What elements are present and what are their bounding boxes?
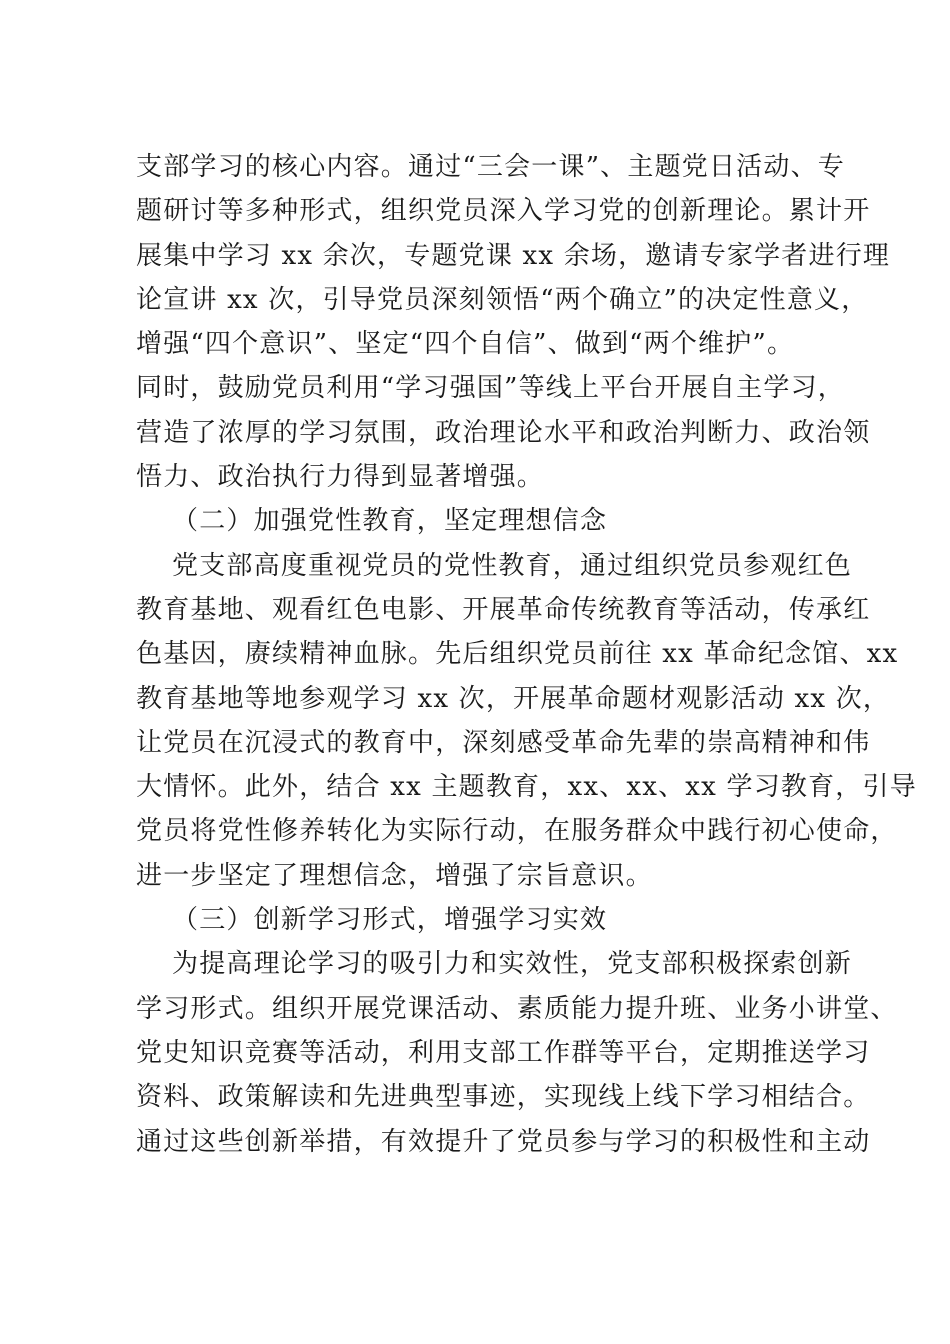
paragraph-party-education (136, 544, 917, 898)
text-line: 教育基地、观看红色电影、开展革命传统教育等活动，传承红 (136, 594, 871, 625)
text-line: 教育基地等地参观学习 xx 次，开展革命题材观影活动 xx 次， (136, 683, 891, 714)
text-line: 资料、政策解读和先进典型事迹，实现线上线下学习相结合。 (136, 1082, 871, 1113)
text-line: 党史知识竞赛等活动，利用支部工作群等平台，定期推送学习 (136, 1037, 871, 1068)
text-line: 党支部高度重视党员的党性教育，通过组织党员参观红色 (172, 550, 853, 581)
paragraph-learning-forms (136, 942, 898, 1163)
section-heading-2: （二）加强党性教育，坚定理想信念 (172, 506, 608, 537)
text-line: 让党员在沉浸式的教育中，深刻感受革命先辈的崇高精神和伟 (136, 727, 871, 758)
paragraph-study-content (136, 145, 891, 499)
text-line: 通过这些创新举措，有效提升了党员参与学习的积极性和主动 (136, 1126, 871, 1157)
text-line: 为提高理论学习的吸引力和实效性，党支部积极探索创新 (172, 949, 853, 980)
document-body (136, 145, 917, 1164)
text-line: 大情怀。此外，结合 xx 主题教育，xx、xx、xx 学习教育，引导 (136, 772, 917, 803)
text-line: 支部学习的核心内容。通过“三会一课”、主题党日活动、专 (136, 152, 845, 182)
text-line: 悟力、政治执行力得到显著增强。 (136, 462, 545, 493)
text-line: 题研讨等多种形式，组织党员深入学习党的创新理论。累计开 (136, 196, 871, 227)
text-line: 进一步坚定了理想信念，增强了宗旨意识。 (136, 860, 653, 891)
text-line: 色基因，赓续精神血脉。先后组织党员前往 xx 革命纪念馆、xx (136, 639, 899, 670)
text-line: 学习形式。组织开展党课活动、素质能力提升班、业务小讲堂、 (136, 993, 898, 1024)
text-line: 营造了浓厚的学习氛围，政治理论水平和政治判断力、政治领 (136, 417, 871, 448)
text-line: 党员将党性修养转化为实际行动，在服务群众中践行初心使命， (136, 816, 898, 847)
text-line: 论宣讲 xx 次，引导党员深刻领悟“两个确立”的决定性意义， (136, 284, 869, 315)
section-heading-3: （三）创新学习形式，增强学习实效 (172, 905, 608, 936)
text-line: 展集中学习 xx 余次，专题党课 xx 余场，邀请专家学者进行理 (136, 240, 891, 271)
text-line: 同时，鼓励党员利用“学习强国”等线上平台开展自主学习， (136, 373, 845, 404)
text-line: 增强“四个意识”、坚定“四个自信”、做到“两个维护”。 (136, 329, 795, 360)
